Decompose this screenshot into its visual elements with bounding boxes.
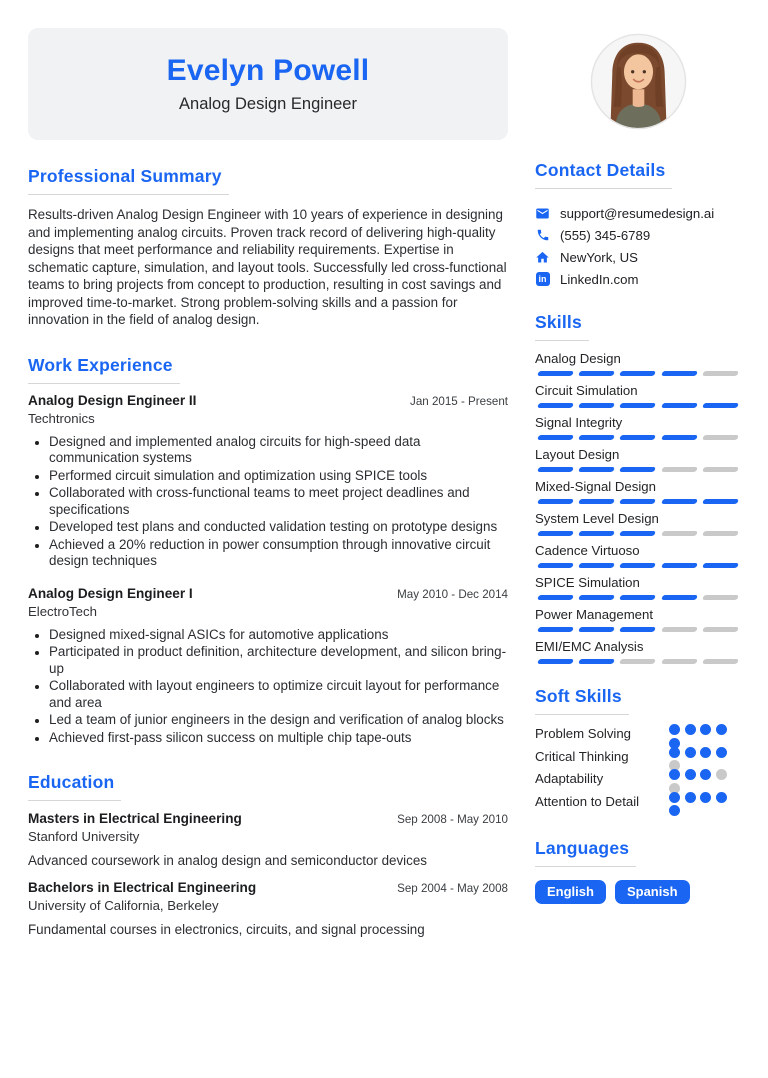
header: [28, 28, 508, 140]
experience-section: [28, 355, 508, 747]
contact-item-text: NewYork, US: [560, 249, 638, 265]
rating-dot: [685, 747, 696, 758]
main-column: [28, 28, 508, 937]
job-bullets: [28, 434, 508, 570]
skill-label: EMI/EMC Analysis: [535, 639, 644, 654]
skill-segment: [661, 627, 698, 632]
skill-label: Mixed-Signal Design: [535, 479, 656, 494]
skill-segment: [661, 595, 698, 600]
languages-heading: Languages: [535, 838, 636, 867]
summary-heading: Professional Summary: [28, 166, 229, 195]
education-dates: Sep 2004 - May 2008: [397, 882, 508, 895]
skill-label: Cadence Virtuoso: [535, 543, 640, 558]
skill-segment: [619, 403, 656, 408]
skill-segment: [619, 499, 656, 504]
job-entry: [28, 586, 508, 747]
skill-bar: [535, 595, 741, 600]
skill-row: [535, 351, 741, 376]
rating-dot: [685, 724, 696, 735]
education-description: Advanced coursework in analog design and semiconductor devices: [28, 853, 427, 868]
education-description: Fundamental courses in electronics, circuits, and signal processing: [28, 922, 425, 937]
soft-skill-label: Attention to Detail: [535, 793, 640, 809]
contact-item: [535, 246, 741, 268]
skill-segment: [702, 371, 739, 376]
skill-label: Layout Design: [535, 447, 620, 462]
skill-bar: [535, 371, 741, 376]
soft-skill-row: [535, 724, 741, 747]
job-bullet: • Collaborated with layout engineers to optimize circuit layout for performance and area: [49, 678, 508, 711]
soft-skill-row: [535, 792, 741, 815]
job-bullets: [28, 627, 508, 747]
job-bullet: • Designed mixed-signal ASICs for automotive applications: [49, 627, 508, 644]
skill-bar: [535, 659, 741, 664]
skill-bar: [535, 627, 741, 632]
skills-section: [535, 312, 741, 664]
skill-bar: [535, 563, 741, 568]
experience-heading: Work Experience: [28, 355, 180, 384]
language-chip: English: [535, 880, 606, 904]
job-header: [28, 393, 508, 408]
skill-segment: [661, 531, 698, 536]
skill-segment: [702, 563, 739, 568]
soft-skills-heading: Soft Skills: [535, 686, 629, 715]
skill-row: [535, 639, 741, 664]
skill-label: Circuit Simulation: [535, 383, 638, 398]
person-name: Evelyn Powell: [166, 54, 370, 87]
rating-dot: [716, 792, 727, 803]
summary-text: Results-driven Analog Design Engineer with 10 years of experience in designing and implementing analog circuits. Proven track record of delivering high-quality designs that meet performance and reliability requirements. Expertise in schematic capture, simulation, and layout tools. Successfully led cross-functional teams to bring projects from concept to production, resulting in cost savings and improved time-to-market. Strong problem-solving skills and a passion for innovation in the field of analog design.: [28, 207, 507, 327]
rating-dot: [700, 769, 711, 780]
skill-segment: [702, 435, 739, 440]
skill-segment: [619, 467, 656, 472]
skill-segment: [661, 371, 698, 376]
contact-item: [535, 202, 741, 224]
soft-skill-label: Adaptability: [535, 771, 604, 786]
job-entry: [28, 393, 508, 570]
education-heading: Education: [28, 772, 121, 801]
skill-segment: [702, 627, 739, 632]
skill-segment: [578, 499, 615, 504]
job-bullet: • Participated in product definition, architecture development, and silicon bring-up: [49, 644, 508, 677]
skill-segment: [578, 531, 615, 536]
skill-segment: [702, 467, 739, 472]
skill-row: [535, 479, 741, 504]
job-list: [28, 393, 508, 747]
rating-dot: [685, 792, 696, 803]
rating-dot: [700, 747, 711, 758]
skill-segment: [619, 563, 656, 568]
skill-segment: [578, 371, 615, 376]
rating-dot: [669, 769, 680, 780]
languages-section: [535, 838, 741, 904]
job-dates: May 2010 - Dec 2014: [397, 587, 508, 601]
skill-segment: [702, 499, 739, 504]
skill-row: [535, 543, 741, 568]
soft-skill-dots: [669, 769, 727, 794]
skill-segment: [619, 371, 656, 376]
rating-dot: [700, 792, 711, 803]
degree-title: Bachelors in Electrical Engineering: [28, 880, 257, 895]
job-bullet: • Achieved a 20% reduction in power consumption through innovative circuit design techniques: [49, 537, 508, 570]
job-bullet: • Collaborated with cross-functional teams to meet project deadlines and specifications: [49, 485, 508, 518]
skill-segment: [619, 595, 656, 600]
skill-label: SPICE Simulation: [535, 575, 640, 590]
skill-row: [535, 575, 741, 600]
profile-photo: [590, 33, 687, 130]
degree-title: Masters in Electrical Engineering: [28, 811, 242, 826]
skill-segment: [661, 659, 698, 664]
rating-dot: [669, 724, 680, 735]
skill-segment: [661, 403, 698, 408]
skill-label: Signal Integrity: [535, 415, 623, 430]
skill-segment: [619, 435, 656, 440]
school-name: Stanford University: [28, 829, 140, 844]
skill-segment: [537, 563, 574, 568]
job-dates: Jan 2015 - Present: [410, 394, 508, 408]
skill-segment: [578, 659, 615, 664]
skill-segment: [661, 563, 698, 568]
skill-segment: [578, 403, 615, 408]
job-company: ElectroTech: [28, 603, 97, 619]
education-section: [28, 772, 508, 937]
skill-segment: [578, 627, 615, 632]
contact-heading: Contact Details: [535, 160, 672, 189]
skill-segment: [537, 531, 574, 536]
skill-bar: [535, 467, 741, 472]
rating-dot: [669, 792, 680, 803]
education-entry: [28, 880, 508, 937]
language-chip: Spanish: [615, 880, 690, 904]
job-bullet: • Designed and implemented analog circuits for high-speed data communication systems: [49, 434, 508, 467]
skill-segment: [619, 531, 656, 536]
skill-segment: [661, 467, 698, 472]
rating-dot: [716, 769, 727, 780]
contact-item: [535, 224, 741, 246]
job-bullet: • Developed test plans and conducted validation testing on prototype designs: [49, 519, 508, 536]
skill-segment: [619, 659, 656, 664]
education-dates: Sep 2008 - May 2010: [397, 813, 508, 826]
rating-dot: [700, 724, 711, 735]
skill-segment: [702, 659, 739, 664]
skill-segment: [702, 595, 739, 600]
skill-segment: [578, 595, 615, 600]
skill-row: [535, 607, 741, 632]
skill-segment: [537, 371, 574, 376]
rating-dot: [685, 769, 696, 780]
school-name: University of California, Berkeley: [28, 898, 219, 913]
rating-dot: [669, 805, 680, 816]
summary-section: [28, 166, 508, 329]
education-header: [28, 880, 508, 895]
soft-skill-dots: [669, 724, 727, 749]
skill-row: [535, 447, 741, 472]
skill-segment: [537, 499, 574, 504]
linkedin-icon: [535, 272, 550, 287]
skill-segment: [578, 563, 615, 568]
job-title: Analog Design Engineer II: [28, 392, 197, 408]
skill-segment: [702, 531, 739, 536]
skills-list: [535, 351, 741, 664]
soft-skill-dots: [669, 792, 727, 817]
rating-dot: [716, 747, 727, 758]
rating-dot: [716, 724, 727, 735]
contact-item-text: LinkedIn.com: [560, 271, 639, 287]
contact-item-text: support@resumedesign.ai: [560, 205, 715, 221]
soft-skill-dots: [669, 747, 727, 772]
skill-bar: [535, 403, 741, 408]
contact-item: [535, 268, 741, 290]
soft-skill-row: [535, 769, 741, 792]
skill-segment: [578, 435, 615, 440]
skill-segment: [619, 627, 656, 632]
job-company: Techtronics: [28, 410, 95, 426]
skill-segment: [661, 435, 698, 440]
soft-skill-row: [535, 747, 741, 770]
job-bullet: • Achieved first-pass silicon success on multiple chip tape-outs: [49, 730, 508, 747]
skill-label: Power Management: [535, 607, 654, 622]
skill-segment: [537, 403, 574, 408]
email-icon: [535, 206, 550, 221]
skill-segment: [661, 499, 698, 504]
skill-segment: [578, 467, 615, 472]
soft-skills-section: [535, 686, 741, 814]
languages-list: [535, 880, 741, 904]
job-bullet: • Led a team of junior engineers in the design and verification of analog blocks: [49, 712, 508, 729]
skill-row: [535, 383, 741, 408]
skill-segment: [537, 467, 574, 472]
job-header: [28, 586, 508, 601]
contact-item-text: (555) 345-6789: [560, 227, 651, 243]
avatar: [590, 33, 687, 130]
skill-bar: [535, 435, 741, 440]
job-bullet: • Performed circuit simulation and optimization using SPICE tools: [49, 468, 508, 485]
skill-segment: [537, 627, 574, 632]
job-title: Analog Design Engineer I: [28, 585, 193, 601]
soft-skills-list: [535, 724, 741, 814]
phone-icon: [535, 228, 550, 243]
skill-bar: [535, 499, 741, 504]
soft-skill-label: Critical Thinking: [535, 748, 629, 764]
skill-segment: [537, 659, 574, 664]
skill-row: [535, 415, 741, 440]
contact-list: [535, 202, 741, 290]
contact-section: [535, 160, 741, 290]
skill-label: System Level Design: [535, 511, 659, 526]
skill-label: Analog Design: [535, 351, 621, 366]
skill-row: [535, 511, 741, 536]
rating-dot: [669, 747, 680, 758]
linkedin-icon: in: [536, 272, 550, 286]
education-header: [28, 811, 508, 826]
skill-segment: [537, 595, 574, 600]
sidebar-column: [535, 28, 741, 937]
education-list: [28, 811, 508, 937]
skill-segment: [702, 403, 739, 408]
skill-segment: [537, 435, 574, 440]
home-icon: [535, 250, 550, 265]
education-entry: [28, 811, 508, 868]
skill-bar: [535, 531, 741, 536]
soft-skill-label: Problem Solving: [535, 726, 632, 741]
skills-heading: Skills: [535, 312, 589, 341]
person-title: Analog Design Engineer: [179, 95, 357, 113]
